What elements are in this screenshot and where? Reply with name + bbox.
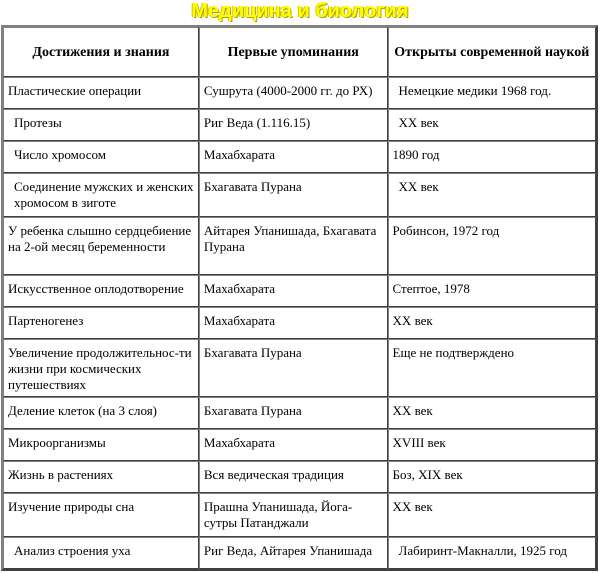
- cell-achievement: Микроорганизмы: [3, 429, 199, 461]
- table-row: [3, 77, 596, 109]
- cell-discovery: Немецкие медики 1968 год.: [388, 77, 596, 109]
- cell-discovery: XX век: [388, 307, 596, 339]
- cell-discovery: Еще не подтверждено: [388, 339, 596, 397]
- table-row: [3, 493, 596, 537]
- cell-discovery: 1890 год: [388, 141, 596, 173]
- header-discovered-by-science: Открыты современной наукой: [388, 27, 596, 77]
- header-first-mentions: Первые упоминания: [199, 27, 388, 77]
- cell-first-mention: Махабхарата: [199, 141, 388, 173]
- cell-first-mention: Вся ведическая традиция: [199, 461, 388, 493]
- cell-achievement: Число хромосом: [3, 141, 199, 173]
- cell-achievement: У ребенка слышно сердцебиение на 2-ой месяц беременности: [3, 217, 199, 275]
- table-row: [3, 461, 596, 493]
- cell-first-mention: Прашна Упанишада, Йога-сутры Патанджали: [199, 493, 388, 537]
- cell-achievement: Изучение природы сна: [3, 493, 199, 537]
- cell-first-mention: Бхагавата Пурана: [199, 339, 388, 397]
- cell-discovery: Стептое, 1978: [388, 275, 596, 307]
- cell-first-mention: Махабхарата: [199, 275, 388, 307]
- cell-first-mention: Махабхарата: [199, 307, 388, 339]
- cell-achievement: Протезы: [3, 109, 199, 141]
- table-header-row: [3, 27, 596, 77]
- cell-discovery: XX век: [388, 493, 596, 537]
- cell-discovery: Робинсон, 1972 год: [388, 217, 596, 275]
- table-row: [3, 109, 596, 141]
- cell-first-mention: Махабхарата: [199, 429, 388, 461]
- table-row: [3, 173, 596, 217]
- table-row: [3, 307, 596, 339]
- cell-first-mention: Бхагавата Пурана: [199, 397, 388, 429]
- cell-discovery: XX век: [388, 173, 596, 217]
- cell-first-mention: Риг Веда, Айтарея Упанишада: [199, 537, 388, 569]
- table-row: [3, 141, 596, 173]
- table-row: [3, 339, 596, 397]
- page-title: Медицина и биология: [191, 0, 409, 22]
- header-achievements: Достижения и знания: [3, 27, 199, 77]
- cell-discovery: XVIII век: [388, 429, 596, 461]
- cell-discovery: XX век: [388, 397, 596, 429]
- cell-achievement: Жизнь в растениях: [3, 461, 199, 493]
- table-row: [3, 397, 596, 429]
- cell-achievement: Искусственное оплодотворение: [3, 275, 199, 307]
- cell-achievement: Анализ строения уха: [3, 537, 199, 569]
- cell-discovery: Боз, XIX век: [388, 461, 596, 493]
- table-row: [3, 217, 596, 275]
- cell-achievement: Пластические операции: [3, 77, 199, 109]
- cell-achievement: Соединение мужских и женских хромосом в зиготе: [3, 173, 199, 217]
- table-row: [3, 275, 596, 307]
- cell-first-mention: Бхагавата Пурана: [199, 173, 388, 217]
- medicine-biology-table: [1, 25, 598, 571]
- cell-first-mention: Риг Веда (1.116.15): [199, 109, 388, 141]
- table-row: [3, 537, 596, 569]
- cell-first-mention: Айтарея Упанишада, Бхагавата Пурана: [199, 217, 388, 275]
- cell-discovery: Лабиринт-Макналли, 1925 год: [388, 537, 596, 569]
- table-row: [3, 429, 596, 461]
- cell-discovery: XX век: [388, 109, 596, 141]
- cell-achievement: Увеличение продолжительнос-ти жизни при космических путешествиях: [3, 339, 199, 397]
- cell-achievement: Партеногенез: [3, 307, 199, 339]
- cell-first-mention: Сушрута (4000-2000 гг. до РХ): [199, 77, 388, 109]
- cell-achievement: Деление клеток (на 3 слоя): [3, 397, 199, 429]
